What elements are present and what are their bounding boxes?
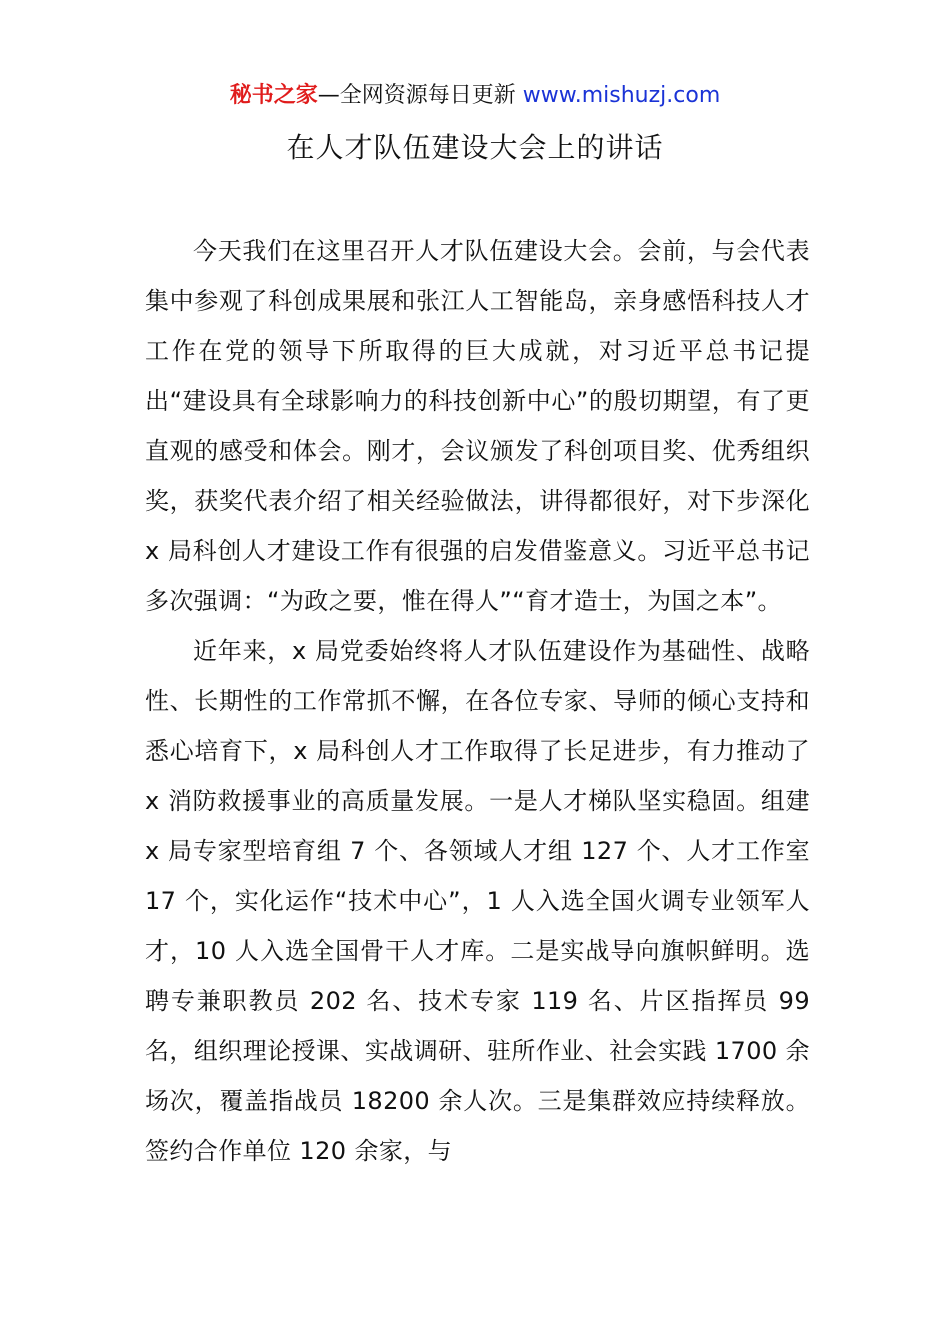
paragraph-1: 今天我们在这里召开人才队伍建设大会。会前，与会代表集中参观了科创成果展和张江人工智能岛，亲身感悟科技人才工作在党的领导下所取得的巨大成就，对习近平总书记提出“建设具有全球影响力的科技创新中心”的殷切期望，有了更直观的感受和体会。刚才，会议颁发了科创项目奖、优秀组织奖，获奖代表介绍了相关经验做法，讲得都很好，对下步深化 x 局科创人才建设工作有很强的启发借鉴意义。习近平总书记多次强调：“为政之要，惟在得人”“育才造士，为国之本”。 <box>145 237 810 615</box>
brand-name: 秘书之家 <box>229 83 318 108</box>
site-tagline: —全网资源每日更新 <box>317 83 523 108</box>
site-header <box>0 80 950 112</box>
paragraph-2: 近年来，x 局党委始终将人才队伍建设作为基础性、战略性、长期性的工作常抓不懈，在各位专家、导师的倾心支持和悉心培育下，x 局科创人才工作取得了长足进步，有力推动了 x 消防救援事业的高质量发展。一是人才梯队坚实稳固。组建 x 局专家型培育组 7 个、各领域人才组 127 个、人才工作室 17 个，实化运作“技术中心”，1 人入选全国火调专业领军人才，10 人入选全国骨干人才库。二是实战导向旗帜鲜明。选聘专兼职教员 202 名、技术专家 119 名、片区指挥员 99 名，组织理论授课、实战调研、驻所作业、社会实践 1700 余场次，覆盖指战员 18200 余人次。三是集群效应持续释放。签约合作单位 120 余家，与 <box>145 637 810 1165</box>
document-title: 在人才队伍建设大会上的讲话 <box>286 131 664 164</box>
document-body <box>145 226 810 1176</box>
site-url-link[interactable]: www.mishuzj.com <box>522 83 721 108</box>
